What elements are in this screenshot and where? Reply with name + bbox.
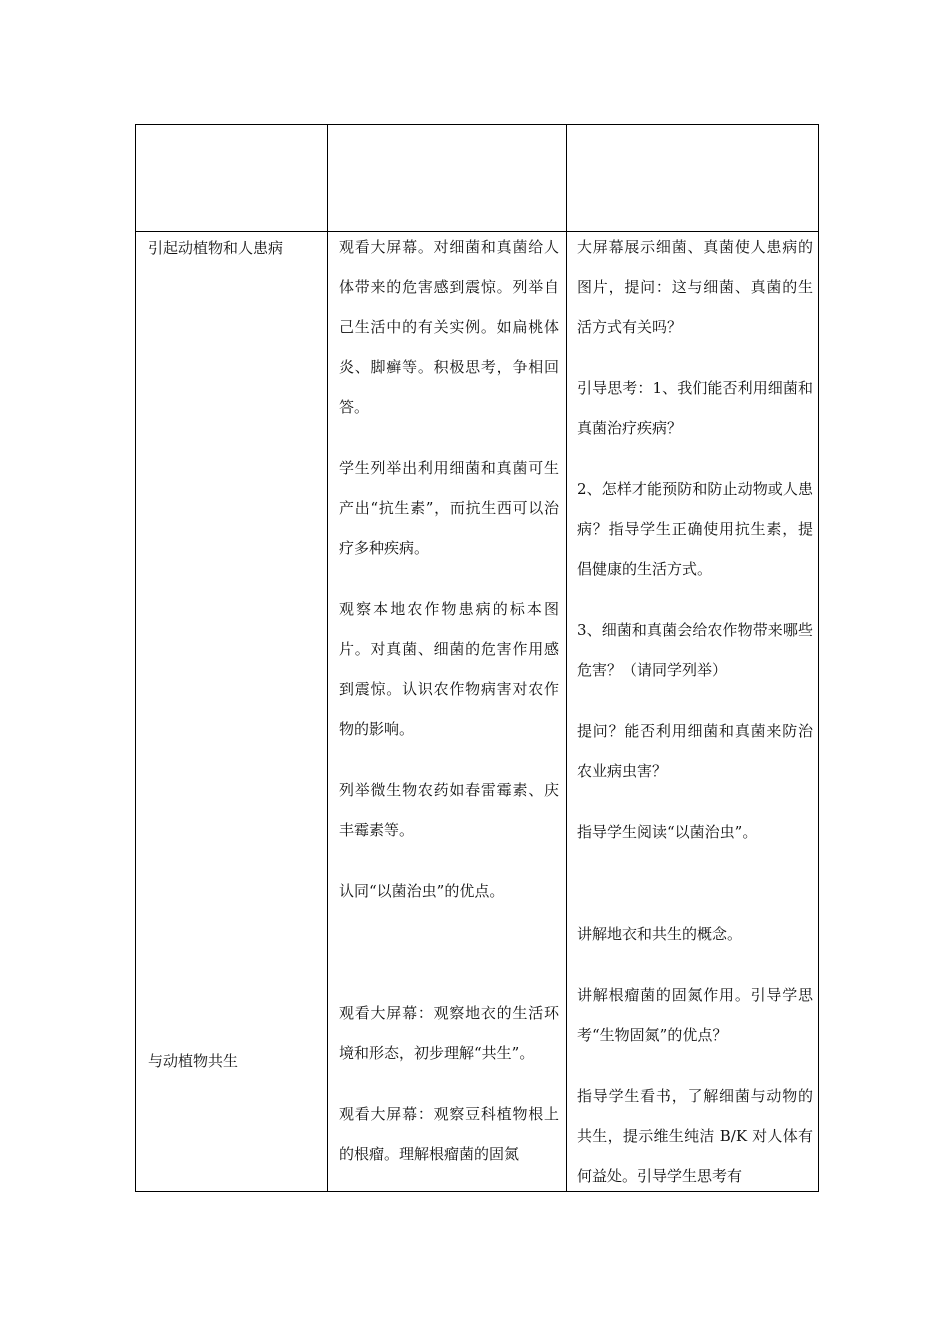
teacher-paragraph: 指导学生阅读“以菌治虫”。 (577, 823, 758, 841)
teacher-paragraph: 引导思考：1、我们能否利用细菌和真菌治疗疾病？ (577, 379, 813, 437)
teacher-paragraph: 2、怎样才能预防和防止动物或人患病？指导学生正确使用抗生素，提倡健康的生活方式。 (577, 480, 813, 578)
student-activity-cell (339, 227, 559, 1193)
teacher-activity-cell (577, 227, 813, 1193)
teacher-paragraph: 讲解根瘤菌的固氮作用。引导学思考“生物固氮”的优点？ (577, 986, 813, 1044)
topic-label-disease: 引起动植物和人患病 (148, 239, 284, 257)
student-paragraph: 认同“以菌治虫”的优点。 (339, 882, 505, 900)
student-paragraph: 学生列举出利用细菌和真菌可生产出“抗生素”，而抗生西可以治疗多种疾病。 (339, 459, 559, 557)
student-paragraph: 观看大屏幕。对细菌和真菌给人体带来的危害感到震惊。列举自己生活中的有关实例。如扁桃体炎、脚癣等。积极思考，争相回答。 (339, 238, 559, 416)
topic-label-symbiosis: 与动植物共生 (148, 1052, 239, 1070)
lesson-table (135, 124, 819, 1192)
teacher-paragraph: 提问？能否利用细菌和真菌来防治农业病虫害？ (577, 722, 813, 780)
student-paragraph: 列举微生物农药如春雷霉素、庆丰霉素等。 (339, 781, 559, 839)
student-paragraph: 观看大屏幕：观察豆科植物根上的根瘤。理解根瘤菌的固氮 (339, 1105, 559, 1163)
teacher-paragraph: 大屏幕展示细菌、真菌使人患病的图片，提问：这与细菌、真菌的生活方式有关吗？ (577, 238, 813, 336)
column-divider-1 (327, 125, 328, 1191)
student-paragraph: 观察本地农作物患病的标本图片。对真菌、细菌的危害作用感到震惊。认识农作物病害对农作物的影响。 (339, 600, 559, 738)
student-paragraph: 观看大屏幕：观察地衣的生活环境和形态，初步理解“共生”。 (339, 1004, 559, 1062)
column-divider-2 (566, 125, 567, 1191)
teacher-paragraph: 指导学生看书，了解细菌与动物的共生，提示维生纯洁 B/K 对人体有何益处。引导学生思考有 (577, 1087, 813, 1185)
teacher-paragraph: 讲解地衣和共生的概念。 (577, 925, 743, 943)
teacher-paragraph: 3、细菌和真菌会给农作物带来哪些危害？（请同学列举） (577, 621, 813, 679)
